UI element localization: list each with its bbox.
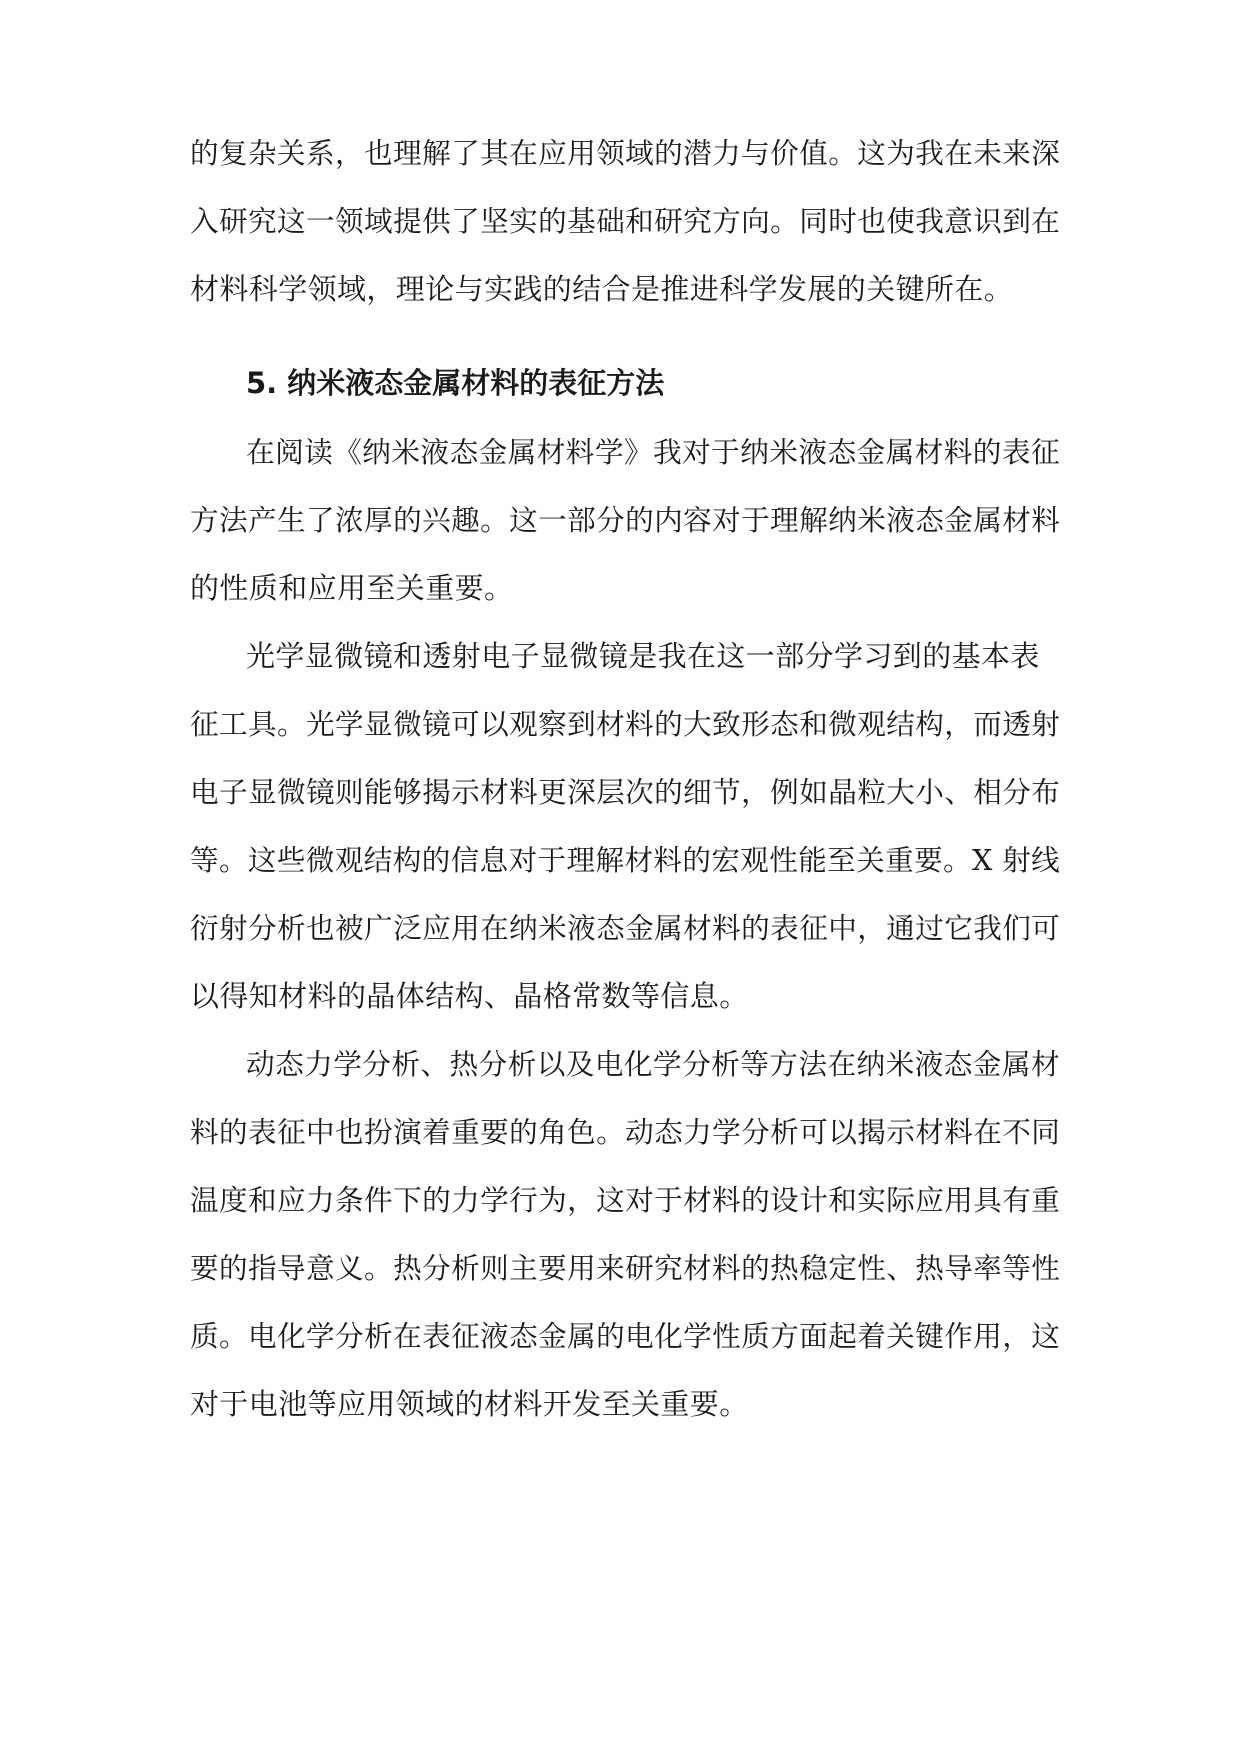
paragraph-2-line-3: 电子显微镜则能够揭示材料更深层次的细节，例如晶粒大小、相分布 <box>190 775 1061 809</box>
paragraph-3-line-5: 质。电化学分析在表征液态金属的电化学性质方面起着关键作用，这 <box>190 1319 1061 1353</box>
continuation-line-2: 入研究这一领域提供了坚实的基础和研究方向。同时也使我意识到在 <box>190 204 1061 238</box>
paragraph-2-line-1: 光学显微镜和透射电子显微镜是我在这一部分学习到的基本表 <box>246 639 1040 673</box>
paragraph-3-line-4: 要的指导意义。热分析则主要用来研究材料的热稳定性、热导率等性 <box>190 1251 1061 1285</box>
paragraph-3-line-1: 动态力学分析、热分析以及电化学分析等方法在纳米液态金属材 <box>246 1047 1061 1081</box>
continuation-line-3: 材料科学领域，理论与实践的结合是推进科学发展的关键所在。 <box>190 272 1014 306</box>
paragraph-1-line-1: 在阅读《纳米液态金属材料学》我对于纳米液态金属材料的表征 <box>246 435 1061 469</box>
paragraph-3-line-3: 温度和应力条件下的力学行为，这对于材料的设计和实际应用具有重 <box>190 1183 1061 1217</box>
section-heading: 5. 纳米液态金属材料的表征方法 <box>246 366 665 400</box>
paragraph-3-line-2: 料的表征中也扮演着重要的角色。动态力学分析可以揭示材料在不同 <box>190 1115 1061 1149</box>
paragraph-2-line-6: 以得知材料的晶体结构、晶格常数等信息。 <box>190 979 749 1013</box>
paragraph-2-line-2: 征工具。光学显微镜可以观察到材料的大致形态和微观结构，而透射 <box>190 707 1061 741</box>
continuation-line-1: 的复杂关系，也理解了其在应用领域的潜力与价值。这为我在未来深 <box>190 136 1061 170</box>
paragraph-1-line-3: 的性质和应用至关重要。 <box>190 571 514 605</box>
paragraph-3-line-6: 对于电池等应用领域的材料开发至关重要。 <box>190 1387 749 1421</box>
paragraph-1-line-2: 方法产生了浓厚的兴趣。这一部分的内容对于理解纳米液态金属材料 <box>190 503 1061 537</box>
paragraph-2-line-5: 衍射分析也被广泛应用在纳米液态金属材料的表征中，通过它我们可 <box>190 911 1061 945</box>
paragraph-2-line-4: 等。这些微观结构的信息对于理解材料的宏观性能至关重要。X 射线 <box>190 843 1061 877</box>
